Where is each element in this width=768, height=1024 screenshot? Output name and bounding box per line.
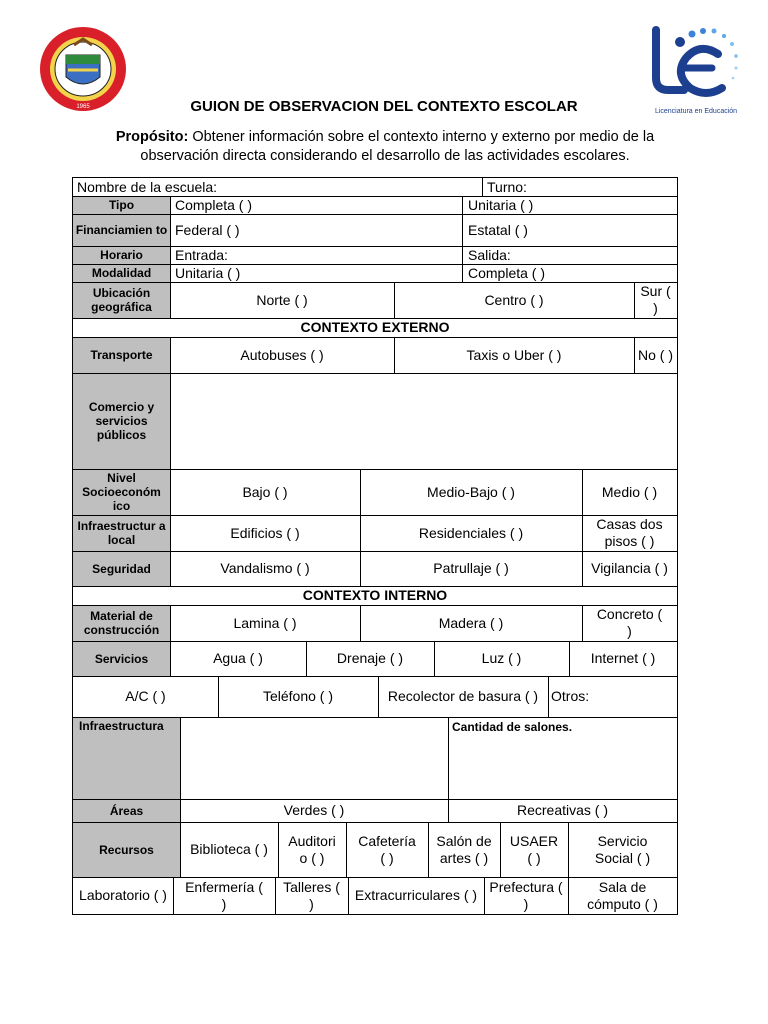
document-title: GUION DE OBSERVACION DEL CONTEXTO ESCOLAR xyxy=(190,98,578,115)
comercio-field[interactable] xyxy=(170,373,677,469)
recurso-salon-artes[interactable]: Salón de artes ( ) xyxy=(436,832,492,866)
label-modalidad: Modalidad xyxy=(73,264,170,282)
label-seguridad: Seguridad xyxy=(73,551,170,586)
servicio-telefono[interactable]: Teléfono ( ) xyxy=(262,688,334,704)
recurso-prefectura[interactable]: Prefectura ( ) xyxy=(489,878,563,912)
nivel-medio-bajo[interactable]: Medio-Bajo ( ) xyxy=(427,483,515,500)
servicio-luz[interactable]: Luz ( ) xyxy=(481,650,522,666)
transporte-autobuses[interactable]: Autobuses ( ) xyxy=(240,346,324,363)
nivel-medio[interactable]: Medio ( ) xyxy=(601,483,658,500)
ubicacion-norte[interactable]: Norte ( ) xyxy=(256,291,308,308)
label-infraestructura: Infraestructura xyxy=(73,717,180,799)
material-madera[interactable]: Madera ( ) xyxy=(438,614,504,631)
infra-residenciales[interactable]: Residenciales ( ) xyxy=(418,524,524,541)
seguridad-vandalismo[interactable]: Vandalismo ( ) xyxy=(220,560,310,576)
recurso-auditorio[interactable]: Auditori o ( ) xyxy=(288,832,336,866)
ubicacion-sur[interactable]: Sur ( ) xyxy=(640,283,671,316)
label-servicios: Servicios xyxy=(73,641,170,676)
horario-salida[interactable]: Salida: xyxy=(468,246,511,263)
modalidad-unitaria[interactable]: Unitaria ( ) xyxy=(175,264,241,281)
purpose-text: Obtener información sobre el contexto interno y externo por medio de la observación directa considerando el desarrollo de las actividades escolares. xyxy=(140,129,655,164)
recurso-laboratorio[interactable]: Laboratorio ( ) xyxy=(79,887,167,903)
areas-recreativas[interactable]: Recreativas ( ) xyxy=(516,802,609,818)
transporte-no[interactable]: No ( ) xyxy=(638,346,673,363)
modalidad-completa[interactable]: Completa ( ) xyxy=(468,264,546,281)
logo-caption: Licenciatura en Educación xyxy=(654,108,738,115)
financiamiento-estatal[interactable]: Estatal ( ) xyxy=(468,221,528,238)
cantidad-salones[interactable]: Cantidad de salones. xyxy=(452,720,573,734)
infraestructura-field[interactable] xyxy=(180,717,448,799)
horario-entrada[interactable]: Entrada: xyxy=(175,246,228,263)
material-lamina[interactable]: Lamina ( ) xyxy=(233,614,297,631)
material-concreto[interactable]: Concreto ( ) xyxy=(596,606,663,639)
nivel-bajo[interactable]: Bajo ( ) xyxy=(242,483,288,500)
school-name-field[interactable]: Nombre de la escuela: xyxy=(77,178,218,195)
tipo-completa[interactable]: Completa ( ) xyxy=(175,196,253,213)
servicio-internet[interactable]: Internet ( ) xyxy=(590,650,656,666)
shift-field[interactable]: Turno: xyxy=(487,178,527,195)
label-ubicacion: Ubicación geográfica xyxy=(73,282,170,318)
purpose-label: Propósito: xyxy=(115,129,189,145)
transporte-taxis[interactable]: Taxis o Uber ( ) xyxy=(466,346,562,363)
recurso-usaer[interactable]: USAER ( ) xyxy=(509,832,559,866)
infra-casas[interactable]: Casas dos pisos ( ) xyxy=(596,516,663,549)
label-transporte: Transporte xyxy=(73,337,170,373)
servicio-otros[interactable]: Otros: xyxy=(551,688,590,704)
servicio-drenaje[interactable]: Drenaje ( ) xyxy=(336,650,404,666)
recurso-enfermeria[interactable]: Enfermería ( ) xyxy=(185,878,263,912)
recurso-biblioteca[interactable]: Biblioteca ( ) xyxy=(190,841,268,857)
label-financiamiento: Financiamien to xyxy=(73,214,170,246)
label-comercio: Comercio y servicios públicos xyxy=(73,373,170,469)
label-material: Material de construcción xyxy=(73,605,170,641)
seguridad-patrullaje[interactable]: Patrullaje ( ) xyxy=(433,560,509,576)
recurso-sala-computo[interactable]: Sala de cómputo ( ) xyxy=(587,878,658,912)
svg-text:1965: 1965 xyxy=(76,104,90,110)
tipo-unitaria[interactable]: Unitaria ( ) xyxy=(468,196,534,213)
infra-edificios[interactable]: Edificios ( ) xyxy=(230,524,300,541)
contexto-externo-heading: CONTEXTO EXTERNO xyxy=(300,319,450,335)
recurso-extracurriculares[interactable]: Extracurriculares ( ) xyxy=(354,887,478,903)
servicio-agua[interactable]: Agua ( ) xyxy=(213,650,263,666)
label-areas: Áreas xyxy=(73,799,180,822)
areas-verdes[interactable]: Verdes ( ) xyxy=(283,802,345,818)
recurso-cafeteria[interactable]: Cafetería ( ) xyxy=(358,832,416,866)
label-horario: Horario xyxy=(73,246,170,264)
label-nivel-socioeconomico: Nivel Socioeconóm ico xyxy=(73,469,170,515)
label-recursos: Recursos xyxy=(73,822,180,877)
servicio-ac[interactable]: A/C ( ) xyxy=(125,688,166,704)
recurso-servicio-social[interactable]: Servicio Social ( ) xyxy=(594,832,651,866)
servicio-recolector[interactable]: Recolector de basura ( ) xyxy=(387,688,539,704)
financiamiento-federal[interactable]: Federal ( ) xyxy=(175,221,240,238)
label-tipo: Tipo xyxy=(73,196,170,214)
recurso-talleres[interactable]: Talleres ( ) xyxy=(283,878,340,912)
seguridad-vigilancia[interactable]: Vigilancia ( ) xyxy=(591,560,668,576)
ubicacion-centro[interactable]: Centro ( ) xyxy=(484,291,544,308)
label-infraestructura-local: Infraestructur a local xyxy=(73,515,170,551)
contexto-interno-heading: CONTEXTO INTERNO xyxy=(302,587,448,603)
